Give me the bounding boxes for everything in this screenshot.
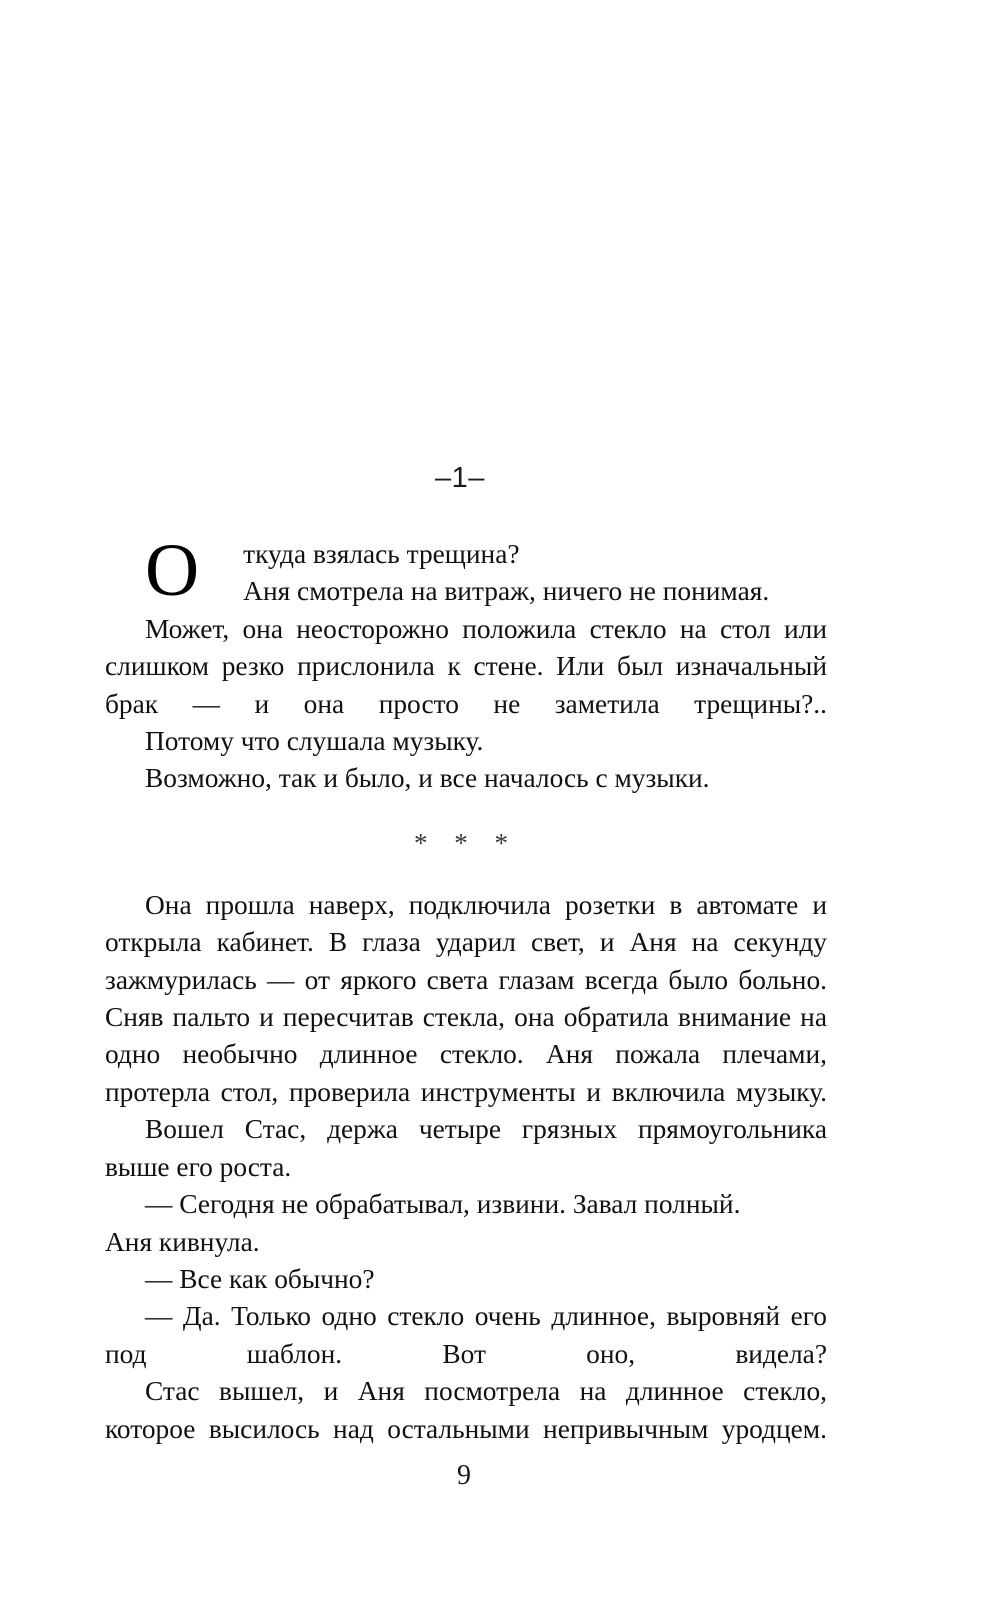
paragraph-began-with-music: Возможно, так и было, и все началось с музыки. bbox=[145, 763, 710, 794]
dialogue-line-stas-apology: — Сегодня не обрабатывал, извини. Завал полный. bbox=[145, 1189, 741, 1220]
paragraph-upstairs-workshop: Она прошла наверх, подключила розетки в автомате и открыла кабинет. В глаза ударил свет, и Аня на секунду зажмурилась — от яркого света глазам всегда было больно. Сняв пальто и пересчитав стекла, она обратила внимание на одно необычно длинное стекло. Аня пожала плечами, протерла стол, проверила инструменты и включила музыку. bbox=[105, 889, 827, 1107]
dialogue-line-long-glass: — Да. Только одно стекло очень длинное, выровняй его под шаблон. Вот оно, видела? bbox=[105, 1301, 827, 1369]
opening-first-line: ткуда взялась трещина? bbox=[243, 539, 520, 569]
page-number: 9 bbox=[457, 1460, 471, 1491]
text-column bbox=[105, 529, 827, 1448]
paragraph-music-reason: Потому что слушала музыку. bbox=[145, 726, 484, 757]
chapter-heading: –1– bbox=[435, 462, 485, 494]
paragraph-anya-nodded: Аня кивнула. bbox=[105, 1226, 260, 1257]
paragraph-crack-origin: Может, она неосторожно положила стекло на стол или слишком резко прислонила к стене. Или был изначальный брак — и она просто не заметила трещины?.. bbox=[105, 613, 827, 719]
scene-break-separator: * * * bbox=[414, 827, 518, 858]
opening-paragraph bbox=[105, 529, 827, 612]
paragraph-stas-entered: Вошел Стас, держа четыре грязных прямоугольника выше его роста. bbox=[105, 1114, 827, 1182]
opening-second-line: Аня смотрела на витраж, ничего не понимая. bbox=[243, 576, 770, 607]
paragraph-stas-left: Стас вышел, и Аня посмотрела на длинное стекло, которое высилось над остальными непривычным уродцем. bbox=[105, 1376, 827, 1444]
dialogue-line-as-usual: — Все как обычно? bbox=[145, 1263, 375, 1294]
drop-cap-letter: О bbox=[145, 529, 200, 612]
